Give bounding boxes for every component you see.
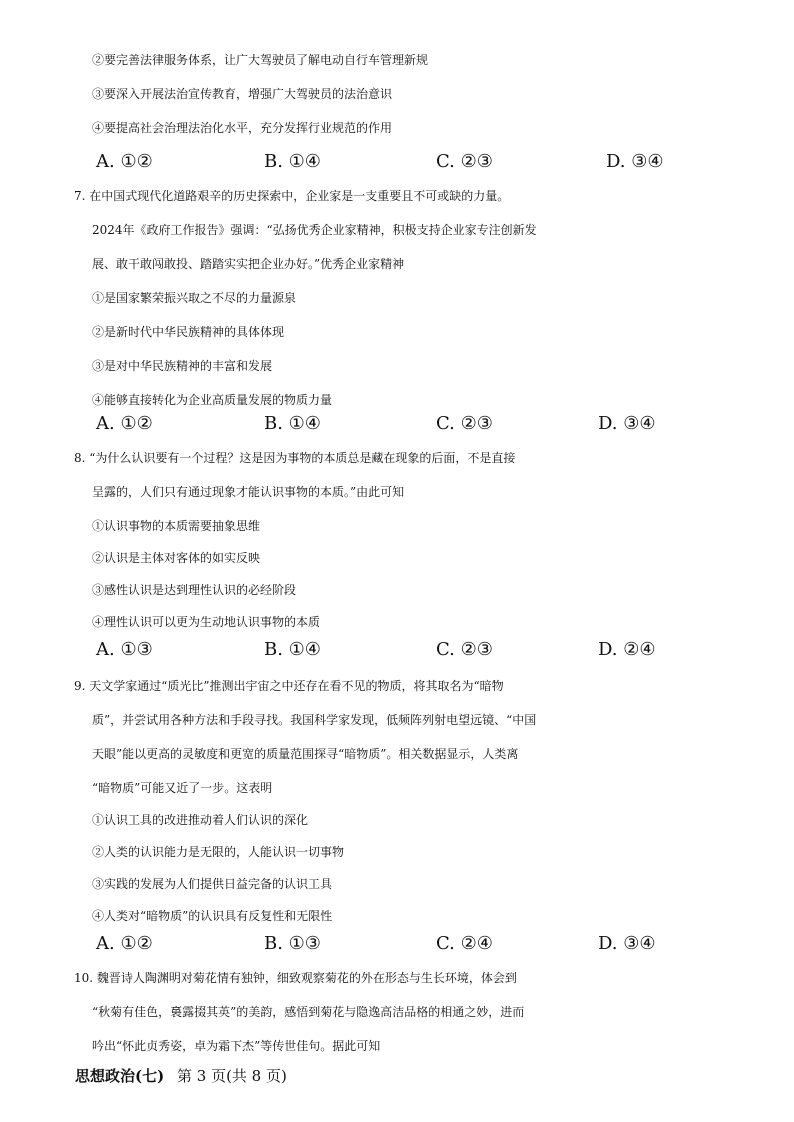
q9-option-c: C. ②④ xyxy=(436,933,493,954)
q7-stem-line-1: 7. 在中国式现代化道路艰辛的历史探索中，企业家是一支重要且不可或缺的力量。 xyxy=(74,189,510,203)
q9-option-b: B. ①③ xyxy=(264,933,321,954)
q9-stem-line-4: “暗物质”可能又近了一步。这表明 xyxy=(92,781,273,795)
page-footer xyxy=(75,1066,287,1086)
q9-option-d: D. ③④ xyxy=(598,933,656,954)
q8-option-b: B. ①④ xyxy=(264,639,321,660)
q6-option-a: A. ①② xyxy=(96,151,153,172)
q6-item-2: ②要完善法律服务体系，让广大驾驶员了解电动自行车管理新规 xyxy=(92,53,429,67)
q8-option-d: D. ②④ xyxy=(598,639,656,660)
q7-item-3: ③是对中华民族精神的丰富和发展 xyxy=(92,359,273,373)
q9-item-3: ③实践的发展为人们提供日益完备的认识工具 xyxy=(92,877,333,891)
q7-option-b: B. ①④ xyxy=(264,413,321,434)
q9-item-4: ④人类对“暗物质”的认识具有反复性和无限性 xyxy=(92,909,333,923)
q8-option-c: C. ②③ xyxy=(436,639,493,660)
q6-option-c: C. ②③ xyxy=(436,151,493,172)
q6-option-b: B. ①④ xyxy=(264,151,321,172)
q8-item-1: ①认识事物的本质需要抽象思维 xyxy=(92,519,261,533)
q8-item-2: ②认识是主体对客体的如实反映 xyxy=(92,551,261,565)
q9-stem-line-3: 天眼”能以更高的灵敏度和更宽的质量范围探寻“暗物质”。相关数据显示，人类离 xyxy=(92,747,519,761)
q7-item-1: ①是国家繁荣振兴取之不尽的力量源泉 xyxy=(92,291,297,305)
q8-item-3: ③感性认识是达到理性认识的必经阶段 xyxy=(92,583,297,597)
q9-stem-line-2: 质”，并尝试用各种方法和手段寻找。我国科学家发现，低频阵列射电望远镜、“中国 xyxy=(92,713,537,727)
q9-option-a: A. ①② xyxy=(96,933,153,954)
q7-stem-line-2: 2024年《政府工作报告》强调：“弘扬优秀企业家精神，积极支持企业家专注创新发 xyxy=(92,223,537,237)
q7-stem-line-3: 展、敢干敢闯敢投、踏踏实实把企业办好。”优秀企业家精神 xyxy=(92,257,405,271)
q6-item-3: ③要深入开展法治宣传教育，增强广大驾驶员的法治意识 xyxy=(92,87,393,101)
q7-item-4: ④能够直接转化为企业高质量发展的物质力量 xyxy=(92,393,333,407)
q7-option-d: D. ③④ xyxy=(598,413,656,434)
q8-item-4: ④理性认识可以更为生动地认识事物的本质 xyxy=(92,615,321,629)
q9-item-1: ①认识工具的改进推动着人们认识的深化 xyxy=(92,813,309,827)
q7-option-a: A. ①② xyxy=(96,413,153,434)
q8-option-a: A. ①③ xyxy=(96,639,153,660)
q10-stem-line-1: 10. 魏晋诗人陶渊明对菊花情有独钟，细致观察菊花的外在形态与生长环境，体会到 xyxy=(74,971,517,985)
footer-page-number: 第 3 页(共 8 页) xyxy=(176,1067,287,1085)
q9-stem-line-1: 9. 天文学家通过“质光比”推测出宇宙之中还存在看不见的物质，将其取名为“暗物 xyxy=(74,679,504,693)
q7-item-2: ②是新时代中华民族精神的具体体现 xyxy=(92,325,285,339)
q6-item-4: ④要提高社会治理法治化水平，充分发挥行业规范的作用 xyxy=(92,121,393,135)
q9-item-2: ②人类的认识能力是无限的，人能认识一切事物 xyxy=(92,845,345,859)
q10-stem-line-2: “秋菊有佳色，裛露掇其英”的美韵，感悟到菊花与隐逸高洁品格的相通之妙，进而 xyxy=(92,1005,525,1019)
q8-stem-line-1: 8. “为什么认识要有一个过程？这是因为事物的本质总是藏在现象的后面，不是直接 xyxy=(74,451,516,465)
q6-option-d: D. ③④ xyxy=(606,151,664,172)
q10-stem-line-3: 吟出“怀此贞秀姿，卓为霜下杰”等传世佳句。据此可知 xyxy=(92,1039,381,1053)
q7-option-c: C. ②③ xyxy=(436,413,493,434)
footer-subject: 思想政治(七) xyxy=(75,1067,165,1085)
q8-stem-line-2: 呈露的，人们只有通过现象才能认识事物的本质。”由此可知 xyxy=(92,485,405,499)
